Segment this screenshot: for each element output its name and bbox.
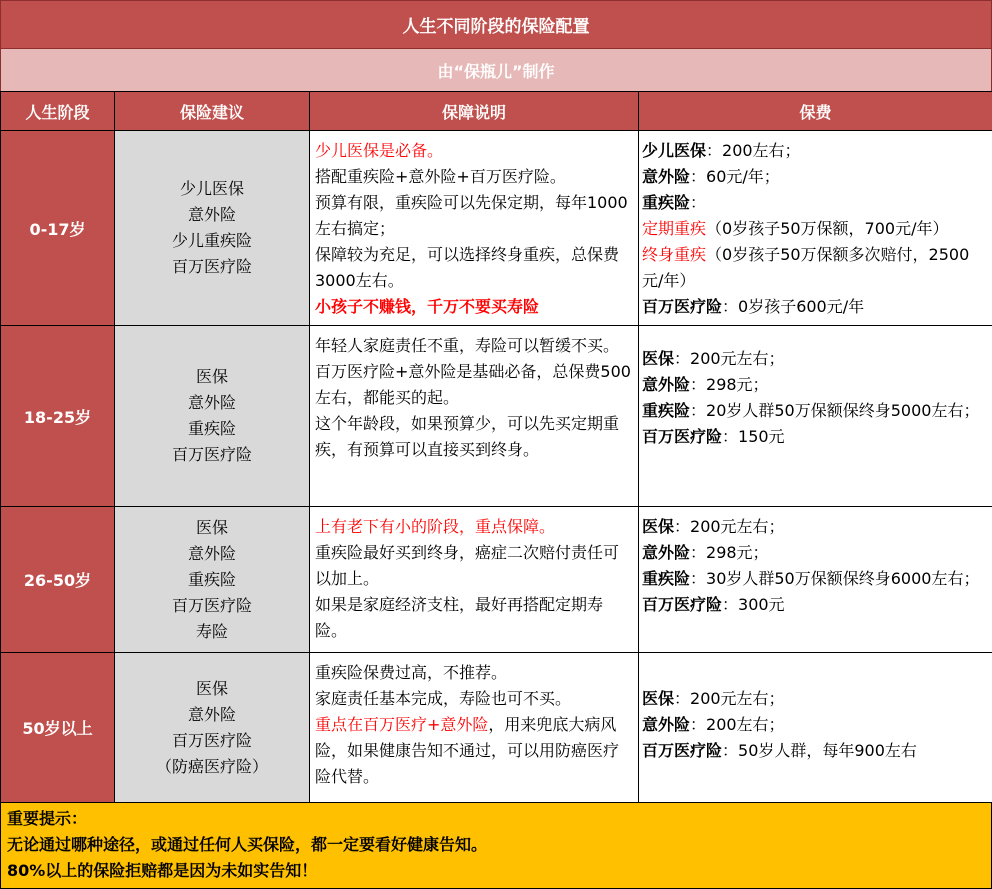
fee-label: 医保 [642, 689, 675, 708]
fee-line [642, 424, 989, 450]
advice-cell [115, 326, 310, 507]
fee-line [642, 346, 989, 372]
fee-label: 意外险 [642, 375, 691, 394]
page-subtitle: 由“保瓶儿”制作 [0, 49, 992, 91]
fee-line [642, 190, 989, 216]
life-stage-cell: 50岁以上 [1, 653, 115, 803]
fee-value: ：20岁人群50万保额保终身5000左右； [690, 401, 980, 420]
notice-line: 无论通过哪种途径，或通过任何人买保险，都一定要看好健康告知。 [7, 835, 488, 854]
fee-cell [639, 326, 992, 507]
description-segment: ，用来兜底大病风险，如果健康告知不通过，可以用防癌医疗险代替。 [315, 715, 620, 786]
description-line: 少儿医保是必备。 [315, 141, 444, 160]
advice-item: 重疾险 [187, 569, 236, 589]
fee-value: ：150元 [722, 427, 785, 446]
life-stage-cell: 0-17岁 [1, 131, 115, 326]
fee-value: ：300元 [722, 595, 785, 614]
description-cell [310, 507, 639, 653]
fee-label: 终身重疾 [642, 245, 707, 264]
fee-line [642, 712, 989, 738]
advice-item: 医保 [195, 678, 228, 698]
fee-label: 意外险 [642, 543, 691, 562]
fee-value: ：200元左右； [674, 349, 785, 368]
page-title: 人生不同阶段的保险配置 [0, 0, 992, 49]
fee-value: ：200元左右； [674, 689, 785, 708]
fee-label: 百万医疗险 [642, 595, 723, 614]
fee-label: 少儿医保 [642, 141, 707, 160]
advice-cell [115, 507, 310, 653]
description-line: 重疾险最好买到终身，癌症二次赔付责任可以加上。 [315, 543, 620, 588]
notice-line: 80%以上的保险拒赔都是因为未如实告知！ [7, 861, 318, 880]
description-line: 百万医疗险+意外险是基础必备，总保费500左右，都能买的起。 [315, 362, 631, 407]
advice-item: 意外险 [187, 543, 236, 563]
advice-item: 重疾险 [187, 419, 236, 438]
advice-item: 意外险 [187, 205, 236, 224]
fee-value: ：200左右； [706, 141, 801, 160]
fee-line [642, 686, 989, 712]
table-header-row [1, 92, 992, 131]
fee-label: 意外险 [642, 715, 691, 734]
fee-line [642, 138, 989, 164]
table-row [1, 131, 992, 326]
important-notice [0, 803, 992, 889]
fee-label: 百万医疗险 [642, 741, 723, 760]
fee-value: ：298元； [690, 375, 769, 394]
description-line: 这个年龄段，如果预算少，可以先买定期重疾，有预算可以直接买到终身。 [315, 414, 620, 459]
description-cell [310, 653, 639, 803]
description-line: 如果是家庭经济支柱，最好再搭配定期寿险。 [315, 595, 604, 640]
fee-line [642, 514, 989, 540]
table-row [1, 653, 992, 803]
description-cell [310, 131, 639, 326]
fee-value: ：0岁孩子600元/年 [722, 297, 865, 316]
advice-item: 百万医疗险 [171, 445, 252, 464]
header-advice: 保险建议 [115, 92, 310, 131]
insurance-table [0, 91, 992, 803]
fee-value: ：200元左右； [674, 517, 785, 536]
header-description: 保障说明 [310, 92, 639, 131]
fee-label: 重疾险 [642, 193, 691, 212]
fee-line [642, 566, 989, 592]
advice-item: 医保 [195, 367, 228, 386]
description-segment: 重点在百万医疗+意外险 [315, 715, 489, 734]
table-row [1, 507, 992, 653]
advice-item: 百万医疗险 [171, 730, 252, 750]
fee-value: ：30岁人群50万保额保终身6000左右； [690, 569, 980, 588]
description-line: 搭配重疾险+意外险+百万医疗险。 [315, 167, 566, 186]
fee-label: 百万医疗险 [642, 297, 723, 316]
fee-cell [639, 507, 992, 653]
fee-label: 重疾险 [642, 569, 691, 588]
fee-label: 意外险 [642, 167, 691, 186]
fee-value: ：60元/年； [690, 167, 780, 186]
fee-value: ： [690, 193, 707, 212]
table-row [1, 326, 992, 507]
fee-label: 重疾险 [642, 401, 691, 420]
advice-cell [115, 131, 310, 326]
fee-line [642, 294, 989, 320]
fee-line [642, 398, 989, 424]
advice-item: （防癌医疗险） [155, 756, 268, 776]
header-stage: 人生阶段 [1, 92, 115, 131]
advice-item: 少儿医保 [179, 179, 244, 198]
advice-item: 意外险 [187, 704, 236, 724]
fee-cell [639, 653, 992, 803]
description-line [315, 712, 634, 790]
notice-title: 重要提示： [7, 809, 88, 828]
fee-value: （0岁孩子50万保额多次赔付，2500元/年） [642, 245, 970, 290]
fee-line [642, 164, 989, 190]
fee-line [642, 216, 989, 242]
fee-line [642, 242, 989, 294]
advice-item: 百万医疗险 [171, 595, 252, 615]
life-stage-cell: 18-25岁 [1, 326, 115, 507]
description-line: 小孩子不赚钱，千万不要买寿险 [315, 297, 540, 316]
description-cell [310, 326, 639, 507]
life-stage-cell: 26-50岁 [1, 507, 115, 653]
fee-line [642, 592, 989, 618]
fee-line [642, 738, 989, 764]
description-line: 保障较为充足，可以选择终身重疾，总保费3000左右。 [315, 245, 620, 290]
description-line: 年轻人家庭责任不重，寿险可以暂缓不买。 [315, 336, 620, 355]
fee-line [642, 372, 989, 398]
fee-label: 医保 [642, 349, 675, 368]
advice-item: 少儿重疾险 [171, 231, 252, 250]
description-line: 家庭责任基本完成，寿险也可不买。 [315, 689, 572, 708]
description-line: 上有老下有小的阶段，重点保障。 [315, 517, 556, 536]
description-line: 预算有限，重疾险可以先保定期，每年1000左右搞定； [315, 193, 628, 238]
advice-item: 医保 [195, 517, 228, 537]
fee-value: ：200左右； [690, 715, 785, 734]
header-fee: 保费 [639, 92, 992, 131]
advice-cell [115, 653, 310, 803]
fee-label: 医保 [642, 517, 675, 536]
fee-label: 定期重疾 [642, 219, 707, 238]
fee-value: ：298元； [690, 543, 769, 562]
fee-value: （0岁孩子50万保额，700元/年） [706, 219, 949, 238]
fee-value: ：50岁人群，每年900左右 [722, 741, 917, 760]
fee-label: 百万医疗险 [642, 427, 723, 446]
advice-item: 寿险 [195, 621, 228, 641]
advice-item: 百万医疗险 [171, 257, 252, 276]
description-line: 重疾险保费过高，不推荐。 [315, 663, 508, 682]
fee-line [642, 540, 989, 566]
fee-cell [639, 131, 992, 326]
advice-item: 意外险 [187, 393, 236, 412]
